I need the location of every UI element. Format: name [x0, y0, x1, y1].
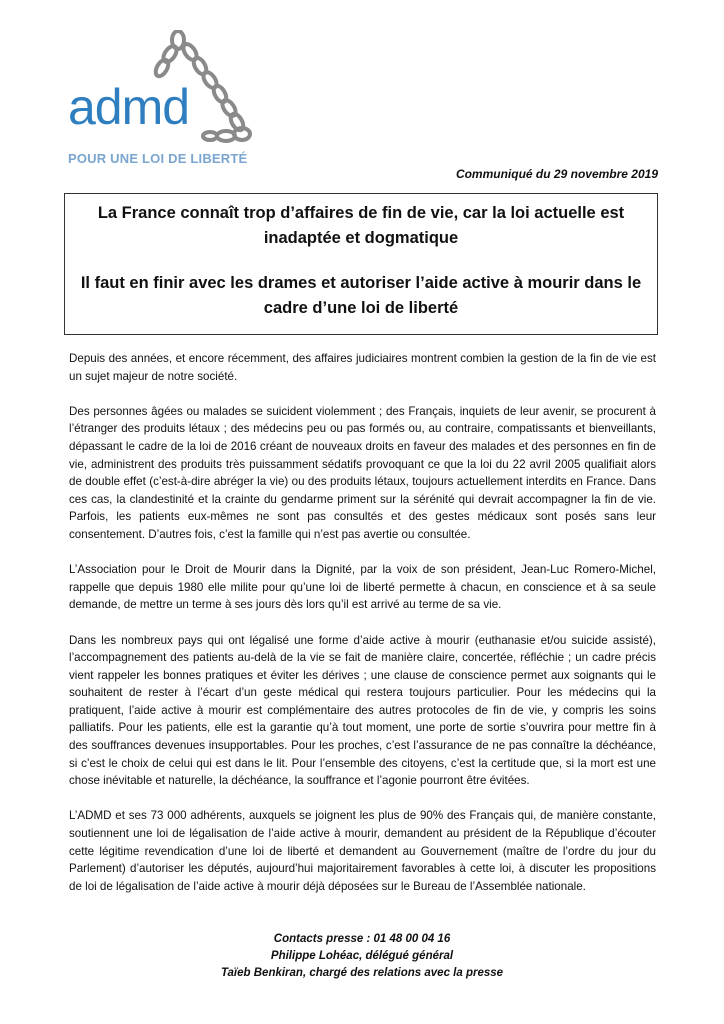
- headline-primary: La France connaît trop d’affaires de fin de vie, car la loi actuelle est inadaptée et dogmatique: [97, 204, 625, 247]
- paragraph: L’Association pour le Droit de Mourir dans la Dignité, par la voix de son président, Jean-Luc Romero-Michel, rappelle que depuis 1980 elle milite pour qu’une loi de liberté permette à chacun, en conscience et à sa seule demande, de mettre un terme à ses jours dès lors qu’il est arrivé au terme de sa vie.: [69, 563, 656, 612]
- contact-person: Philippe Lohéac, délégué général: [270, 950, 454, 962]
- body-text: [69, 350, 656, 913]
- press-release-date: Communiqué du 29 novembre 2019: [455, 167, 658, 181]
- paragraph: Depuis des années, et encore récemment, des affaires judiciaires montrent combien la gestion de la fin de vie est un sujet majeur de notre société.: [69, 352, 656, 383]
- headline-box: [64, 193, 658, 335]
- contact-person: Taïeb Benkiran, chargé des relations avec la presse: [220, 967, 504, 979]
- admd-logo: [66, 30, 276, 170]
- paragraph: Dans les nombreux pays qui ont légalisé une forme d’aide active à mourir (euthanasie et/ou suicide assisté), l’accompagnement des patients au-delà de la vie se fait de manière claire, concertée, réfléchie ; un cadre précis vient rappeler les bonnes pratiques et éviter les dérives ; une clause de conscience permet aux soignants qui le souhaitent de rester à l’écart d’un geste médical qui restera toujours particulier. Pour les médecins qui la pratiquent, l’aide active à mourir est complémentaire des autres protocoles de fin de vie, y compris les soins palliatifs. Pour les patients, elle est la garantie qu’à tout moment, une porte de sortie s’ouvrira pour mettre fin à des souffrances devenues insupportables. Pour les proches, c’est l’assurance de ne pas connaître la déchéance, si c’est le choix de celui qui est dans le lit. Pour l’ensemble des citoyens, c’est la certitude que, si la mort est une chose inévitable et naturelle, la déchéance, la souffrance et l’agonie pourront être évitées.: [69, 633, 656, 788]
- contact-phone: Contacts presse : 01 48 00 04 16: [273, 933, 451, 945]
- headline-secondary: Il faut en finir avec les drames et autoriser l’aide active à mourir dans le cadre d’une loi de liberté: [80, 274, 642, 317]
- paragraph: L’ADMD et ses 73 000 adhérents, auxquels se joignent les plus de 90% des Français qui, de manière constante, soutiennent une loi de légalisation de l’aide active à mourir, demandent au président de la République d’écouter cette légitime revendication d’une loi de liberté et demandent au Gouvernement (maître de l’ordre du jour du Parlement) d’autoriser les députés, aujourd’hui majoritairement favorables à cette loi, à discuter les propositions de loi de légalisation de l’aide active à mourir déjà déposées sur le Bureau de l’Assemblée nationale.: [69, 809, 656, 893]
- logo-tagline: POUR UNE LOI DE LIBERTÉ: [68, 151, 248, 166]
- logo-wordmark: admd: [68, 79, 190, 135]
- paragraph: Des personnes âgées ou malades se suicident violemment ; des Français, inquiets de leur avenir, se procurent à l’étranger des produits létaux ; des médecins peu ou pas formés ou, au contraire, compatissants et bienveillants, dépassant le cadre de la loi de 2016 créant de nouveaux droits en faveur des malades et des personnes en fin de vie, administrent des produits très puissamment sédatifs provoquant ce que la loi du 22 avril 2005 qualifiait alors de double effet (c’est-à-dire abréger la vie) ou des produits létaux, toujours actuellement interdits en France. Dans ces cas, la clandestinité et la crainte du gendarme priment sur la sérénité qui devrait accompagner la fin de vie. Parfois, les patients eux-mêmes ne sont pas consultés et des gestes médicaux sont posés sans leur consentement. D’autres fois, c’est la famille qui n’est pas avertie ou consultée.: [69, 404, 656, 541]
- press-contacts: [0, 931, 724, 982]
